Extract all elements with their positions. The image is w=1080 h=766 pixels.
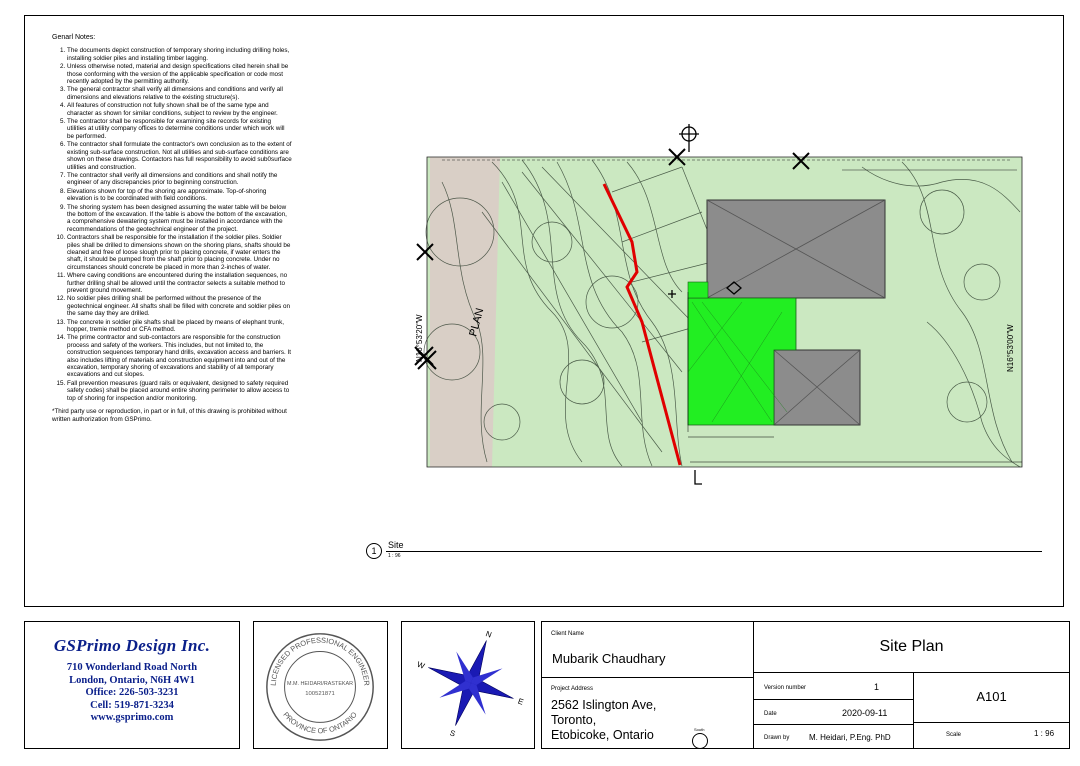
seal-bottom-text: PROVINCE OF ONTARIO	[281, 710, 359, 736]
north-letter: N	[484, 629, 493, 640]
version-label: Version number	[764, 685, 807, 691]
plan-label: PLAN	[467, 306, 487, 338]
drawing-date: 2020-09-11	[842, 708, 888, 718]
note-item: 8. Elevations shown for top of the shoring are approximate. Top-of-shoring elevation is to be coordinated with field conditions.	[67, 188, 292, 203]
note-item: 2. Unless otherwise noted, material and design specifications cited herein shall be those conforming with the version of the applicable specification or code most recently adopted by the permitting authority.	[67, 63, 292, 85]
address-line: Toronto,	[551, 713, 597, 727]
title-block	[541, 621, 1070, 749]
bearing-label-left: N16°53'20"W	[415, 314, 424, 362]
note-item: 13. The concrete in soldier pile shafts shall be placed by means of elephant trunk, hopper, tremie method or CFA method.	[67, 319, 292, 334]
note-item: 6. The contractor shall formulate the contractor's own conclusion as to the extent of existing sub-surface construction. Not all utilities and sub-surface conditions are shown on these drawings. Contactors has full responsibility to avoid sub0surface utilities and construction.	[67, 141, 292, 171]
date-cell	[754, 700, 914, 725]
website: www.gsprimo.com	[90, 712, 174, 723]
bearing-label-right: N16°53'00"W	[1006, 324, 1015, 372]
note-item: 3. The general contractor shall verify all dimensions and conditions and verify all dimensions and elevations relative to the existing structure(s).	[67, 86, 292, 101]
project-title-cell	[754, 622, 1069, 673]
scale-label: Scale	[946, 732, 962, 738]
note-item: 4. All features of construction not fully shown shall be of the same type and character as shown for similar conditions, subject to review by the engineer.	[67, 102, 292, 117]
note-item: 12. No soldier piles drilling shall be performed without the presence of the geotechnical engineer. All shafts shall be filled with concrete and soldier piles on the same day they are drilled.	[67, 295, 292, 317]
site-plan-drawing	[382, 122, 1042, 492]
notes-list	[52, 47, 292, 402]
seal-engineer-name: M.M. HEIDARI/RASTEKAR	[286, 681, 354, 687]
notes-footer: *Third party use or reproduction, in part or in full, of this drawing is prohibited without written authorization from GSPrimo.	[52, 408, 287, 423]
version-number: 1	[874, 682, 880, 692]
east-letter: E	[516, 696, 525, 707]
notes-title: Genarl Notes:	[52, 34, 96, 41]
client-cell	[542, 622, 754, 678]
drawing-scale: 1 : 96	[1034, 729, 1055, 738]
note-item: 9. The shoring system has been designed assuming the water table will be below the bottom of the excavation. If the table is above the bottom of the excavation, a comprehensive dewatering system must be installed in accordance with the recommendations of the geotechnical engineer of the project.	[67, 204, 292, 234]
version-cell	[754, 673, 914, 700]
company-block	[24, 621, 240, 749]
seal-top-text: LICENSED PROFESSIONAL ENGINEER	[268, 635, 372, 687]
address-line: Etobicoke, Ontario	[551, 728, 654, 742]
north-arrow-block	[401, 621, 535, 749]
engineer-stamp-block	[253, 621, 388, 749]
drawn-by: M. Heidari, P.Eng. PhD	[809, 733, 891, 742]
client-name: Mubarik Chaudhary	[552, 651, 666, 666]
address-line: 710 Wonderland Road North	[66, 662, 198, 673]
address-line: 2562 Islington Ave,	[551, 698, 657, 712]
company-address	[25, 662, 239, 725]
view-title	[366, 540, 1046, 568]
scale-cell	[914, 723, 1069, 748]
view-title-line	[386, 551, 1042, 552]
note-item: 1. The documents depict construction of temporary shoring including drilling holes, installing soldier piles and installing timber lagging.	[67, 47, 292, 62]
west-letter: W	[415, 659, 426, 671]
client-label: Client Name	[551, 631, 585, 637]
address-label: Project Address	[551, 686, 594, 692]
drawn-by-label: Drawn by	[764, 735, 790, 741]
view-scale: 1 : 96	[388, 553, 401, 559]
south-marker-icon	[692, 733, 708, 749]
drawn-by-cell	[754, 725, 914, 748]
compass-rose-icon	[402, 622, 534, 748]
note-item: 5. The contractor shall be responsible for examining site records for existing utilities at utility company offices to determine conditions under which work will be performed.	[67, 118, 292, 140]
address-cell	[542, 678, 754, 748]
south-letter: S	[448, 728, 457, 739]
seal-license-number: 100521871	[305, 690, 335, 697]
company-logo: GSPrimo Design Inc.	[53, 636, 211, 655]
note-item: 14. The prime contractor and sub-contactors are responsible for the construction process and safety of the workers. This includes, but not limited to, the construction sequences temporary hand drills, excavation access and barriers. It also includes lifting of materials and construction equipment into and out of the excavation, temporary shoring of excavations and stability of all temporary excavations and cut slopes.	[67, 334, 292, 378]
sheet-number-cell	[914, 673, 1069, 723]
sheet-number: A101	[976, 689, 1007, 704]
note-item: 15. Fall prevention measures (guard rails or equivalent, designed to safety required safety codes) shall be placed around entire shoring perimeter to allow access to top of shoring for inspection and/or monitoring.	[67, 380, 292, 402]
note-item: 11. Where caving conditions are encountered during the installation sequences, no further drilling shall be allowed until the contractor selects a suitable method to prevent ground movement.	[67, 272, 292, 294]
general-notes	[52, 34, 292, 423]
project-title: Site Plan	[879, 638, 944, 655]
project-address	[551, 698, 656, 743]
note-item: 7. The contractor shall verify all dimensions and conditions and shall notify the engineer of any discrepancies prior to beginning construction.	[67, 172, 292, 187]
cell-phone: Cell: 519-871-3234	[90, 699, 174, 711]
date-label: Date	[764, 711, 777, 717]
south-marker-label: South	[694, 727, 705, 732]
driveway-area	[430, 157, 500, 467]
engineer-seal	[254, 622, 387, 748]
view-title-text: Site	[388, 540, 404, 550]
svg-text:LICENSED PROFESSIONAL ENGINEER	[269, 636, 372, 686]
office-phone: Office: 226-503-3231	[85, 687, 179, 698]
address-line: London, Ontario, N6H 4W1	[69, 674, 195, 686]
view-number-bubble: 1	[366, 543, 382, 559]
note-item: 10. Contractors shall be responsible for the installation if the soldier piles. Soldier piles shall be drilled to dimensions shown on the shoring plans, shafts should be cleaned and free of loose slough prior to placing concrete, if water enters the shaft, it should be pumped from the shaft prior to placing concrete. Under no circumstances should concrete be placed in more than 2-inches of water.	[67, 234, 292, 271]
